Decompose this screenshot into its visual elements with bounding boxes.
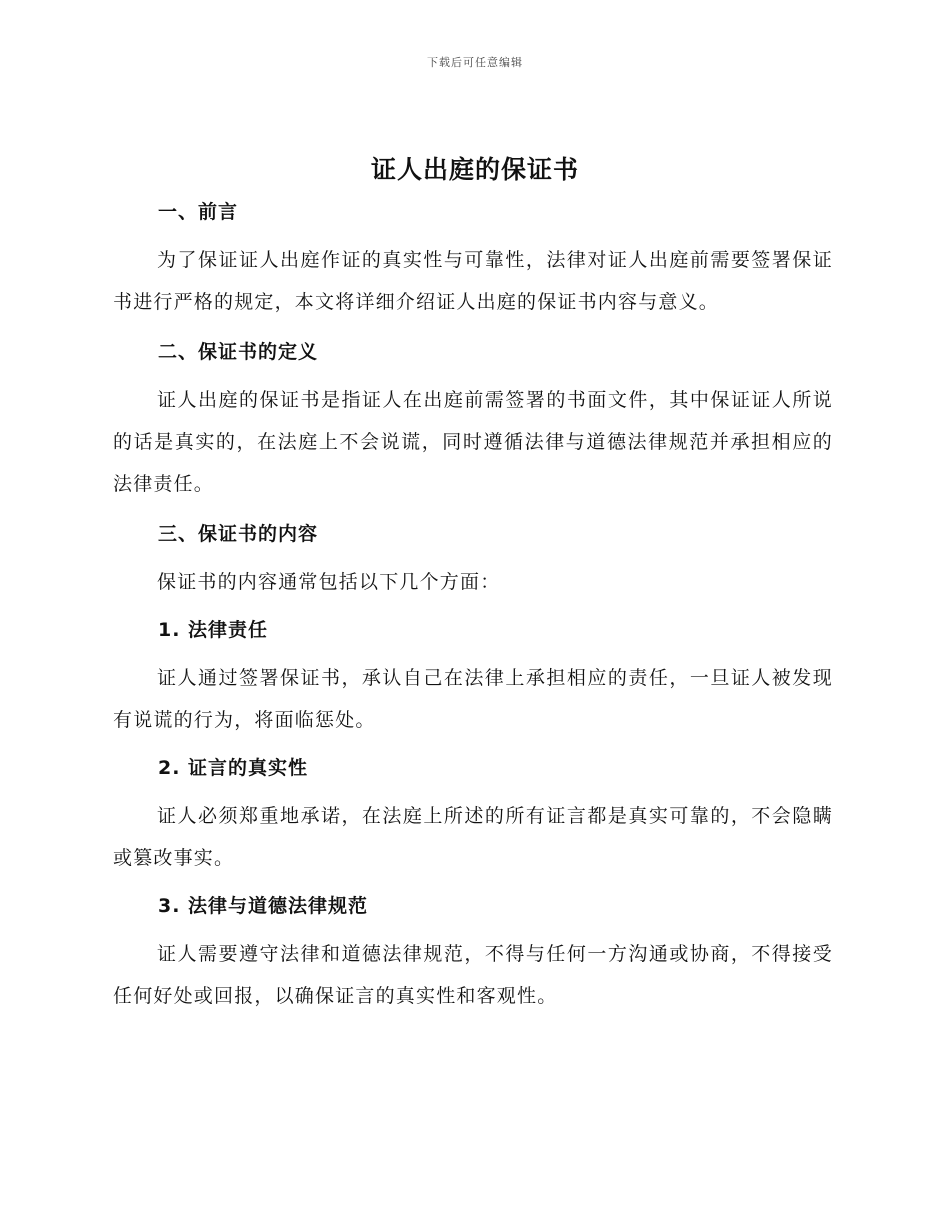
- section-heading-legal-responsibility: 1. 法律责任: [158, 619, 269, 641]
- section-paragraph-definition: 证人出庭的保证书是指证人在出庭前需签署的书面文件，其中保证证人所说的话是真实的，在法庭上不会说谎，同时遵循法律与道德法律规范并承担相应的法律责任。: [113, 389, 833, 495]
- header-note: 下载后可任意编辑: [427, 56, 523, 69]
- section-heading-testimony-truthfulness: 2. 证言的真实性: [158, 757, 309, 779]
- section-heading-content: 三、保证书的内容: [158, 523, 319, 545]
- section-heading-definition: 二、保证书的定义: [158, 341, 319, 363]
- section-paragraph-legal-responsibility: 证人通过签署保证书，承认自己在法律上承担相应的责任，一旦证人被发现有说谎的行为，将面临惩处。: [113, 667, 833, 731]
- section-heading-law-ethics-norms: 3. 法律与道德法律规范: [158, 895, 369, 917]
- document-title: 证人出庭的保证书: [370, 155, 579, 184]
- section-paragraph-content: 保证书的内容通常包括以下几个方面：: [157, 571, 501, 593]
- section-paragraph-law-ethics-norms: 证人需要遵守法律和道德法律规范，不得与任何一方沟通或协商，不得接受任何好处或回报，以确保证言的真实性和客观性。: [113, 943, 833, 1007]
- section-paragraph-testimony-truthfulness: 证人必须郑重地承诺，在法庭上所述的所有证言都是真实可靠的，不会隐瞒或篡改事实。: [113, 805, 833, 869]
- section-paragraph-preface: 为了保证证人出庭作证的真实性与可靠性，法律对证人出庭前需要签署保证书进行严格的规定，本文将详细介绍证人出庭的保证书内容与意义。: [113, 249, 833, 313]
- document-body: [113, 197, 833, 1017]
- section-heading-preface: 一、前言: [158, 201, 239, 223]
